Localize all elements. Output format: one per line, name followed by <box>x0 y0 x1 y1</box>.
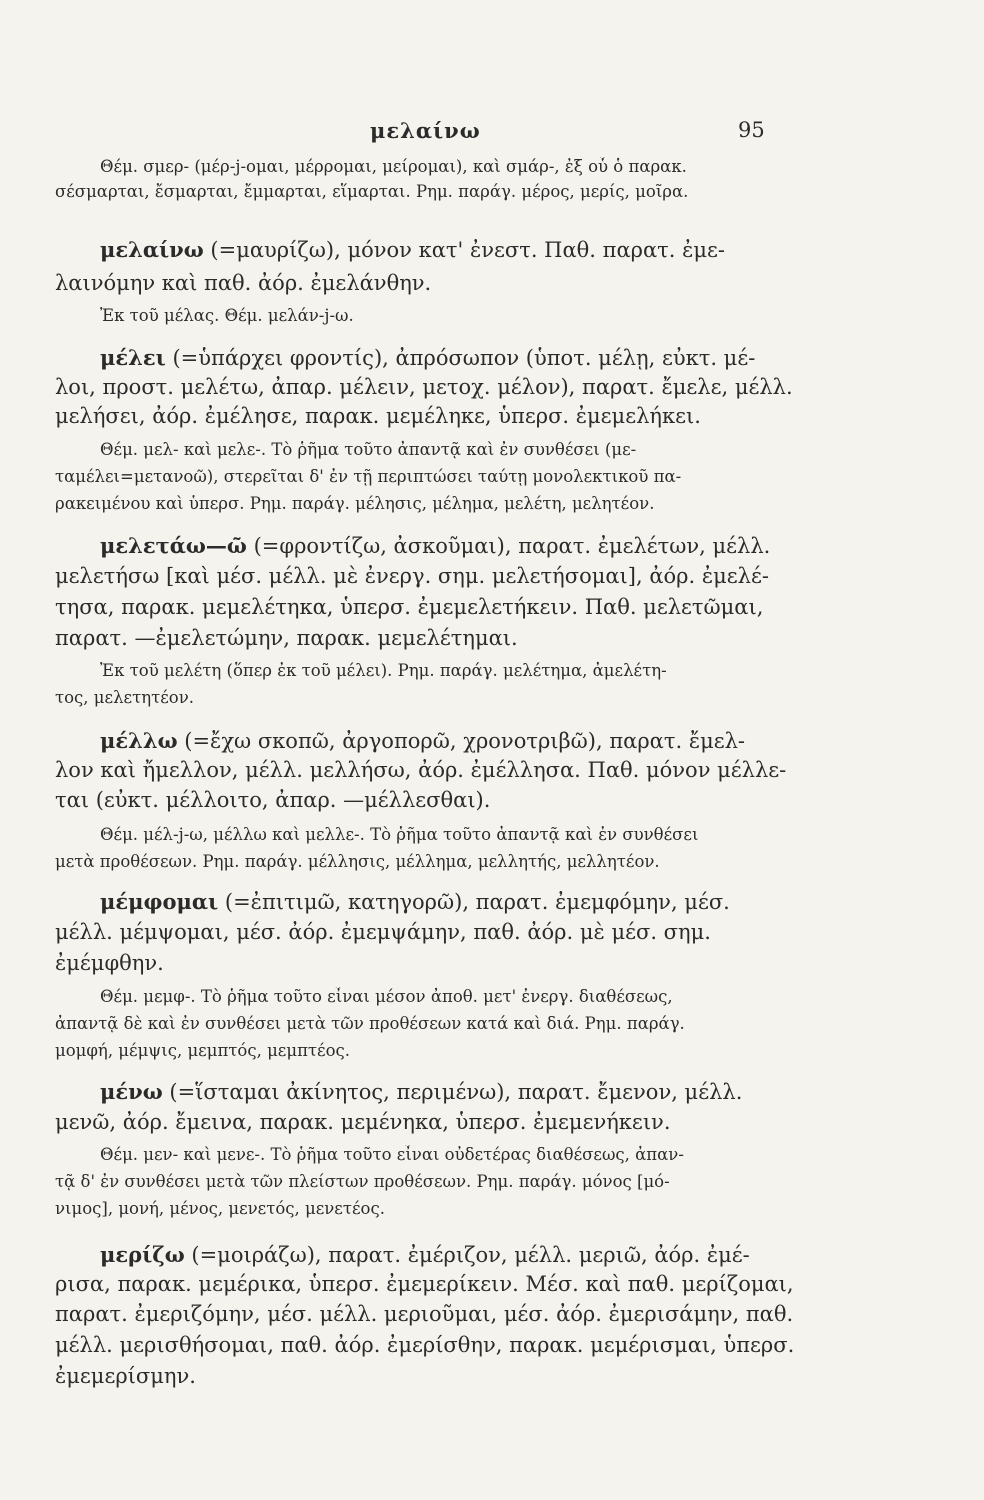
line-text: τησα, παρακ. μεμελέτηκα, ὑπερσ. ἐμεμελετήκειν. Παθ. μελετῶμαι, <box>55 595 764 619</box>
line-text: λαινόμην καὶ παθ. ἀόρ. ἐμελάνθην. <box>55 271 432 295</box>
line-text: παρατ. ἐμεριζόμην, μέσ. μέλλ. μεριοῦμαι, μέσ. ἀόρ. ἐμερισάμην, παθ. <box>55 1302 794 1326</box>
running-head: μελαίνω <box>370 118 481 143</box>
headword: μελαίνω <box>100 237 204 262</box>
line-text: ρισα, παρακ. μεμέρικα, ὑπερσ. ἐμεμερίκειν. Μέσ. καὶ παθ. μερίζομαι, <box>55 1272 794 1296</box>
line-text: (=φροντίζω, ἀσκοῦμαι), παρατ. ἐμελέτων, μέλλ. <box>246 534 771 558</box>
text-line <box>0 1145 984 1165</box>
line-text: μετὰ προθέσεων. Ρημ. παράγ. μέλλησις, μέλλημα, μελλητής, μελλητέον. <box>55 852 660 871</box>
headword: μέμφομαι <box>100 889 219 914</box>
line-text: Ἐκ τοῦ μέλας. Θέμ. μελάν-j-ω. <box>100 306 354 325</box>
line-text: (=μοιράζω), παρατ. ἐμέριζον, μέλλ. μεριῶ, ἀόρ. ἐμέ- <box>184 1243 750 1267</box>
text-line <box>0 1199 984 1219</box>
line-text: σέσμαρται, ἔσμαρται, ἔμμαρται, εἵμαρται. Ρημ. παράγ. μέρος, μερίς, μοῖρα. <box>55 182 689 201</box>
text-line <box>0 788 984 813</box>
headword: μελετάω—ῶ <box>100 533 247 558</box>
line-text: μέλλ. μερισθήσομαι, παθ. ἀόρ. ἐμερίσθην, παρακ. μεμέρισμαι, ὑπερσ. <box>55 1333 795 1357</box>
text-line <box>0 920 984 945</box>
line-text: μενῶ, ἀόρ. ἔμεινα, παρακ. μεμένηκα, ὑπερσ. ἐμεμενήκειν. <box>55 1110 671 1134</box>
text-line <box>0 626 984 651</box>
line-text: Θέμ. μελ- καὶ μελε-. Τὸ ῥῆμα τοῦτο ἀπαντᾷ καὶ ἐν συνθέσει (με- <box>100 440 637 459</box>
line-text: Θέμ. μεν- καὶ μενε-. Τὸ ῥῆμα τοῦτο εἶναι οὐδετέρας διαθέσεως, ἀπαν- <box>100 1145 684 1164</box>
line-text: λον καὶ ἤμελλον, μέλλ. μελλήσω, ἀόρ. ἐμέλλησα. Παθ. μόνον μέλλε- <box>55 758 787 782</box>
line-text: ἀπαντᾷ δὲ καὶ ἐν συνθέσει μετὰ τῶν προθέσεων κατά καὶ διά. Ρημ. παράγ. <box>55 1014 685 1033</box>
line-text: μομφή, μέμψις, μεμπτός, μεμπτέος. <box>55 1041 351 1060</box>
line-text: ταμέλει=μετανοῶ), στερεῖται δ' ἐν τῇ περιπτώσει ταύτῃ μονολεκτικοῦ πα- <box>55 467 682 486</box>
line-text: μελήσει, ἀόρ. ἐμέλησε, παρακ. μεμέληκε, ὑπερσ. ἐμεμελήκει. <box>55 404 701 428</box>
line-text: Θέμ. μέλ-j-ω, μέλλω καὶ μελλε-. Τὸ ῥῆμα τοῦτο ἀπαντᾷ καὶ ἐν συνθέσει <box>100 825 699 844</box>
line-text: Ἐκ τοῦ μελέτη (ὅπερ ἐκ τοῦ μέλει). Ρημ. παράγ. μελέτημα, ἀμελέτη- <box>100 661 667 680</box>
text-line <box>0 467 984 487</box>
text-line <box>0 1014 984 1034</box>
page-header <box>0 118 984 148</box>
text-line <box>0 375 984 400</box>
text-line <box>0 157 984 177</box>
text-line <box>0 564 984 589</box>
text-line <box>0 758 984 783</box>
text-line <box>0 404 984 429</box>
line-text: μελετήσω [καὶ μέσ. μέλλ. μὲ ἐνεργ. σημ. μελετήσομαι], ἀόρ. ἐμελέ- <box>55 564 769 588</box>
text-line <box>0 1110 984 1135</box>
text-line <box>0 306 984 326</box>
text-line <box>0 271 984 296</box>
headword: μέλλω <box>100 728 178 753</box>
line-text: μέλλ. μέμψομαι, μέσ. ἀόρ. ἐμεμψάμην, παθ. ἀόρ. μὲ μέσ. σημ. <box>55 920 711 944</box>
entry-head-line <box>0 1079 984 1105</box>
text-line <box>0 825 984 845</box>
text-line <box>0 1333 984 1358</box>
headword: μερίζω <box>100 1242 185 1267</box>
headword: μέλει <box>100 345 166 370</box>
text-line <box>0 440 984 460</box>
line-text: (=ἐπιτιμῶ, κατηγορῶ), παρατ. ἐμεμφόμην, μέσ. <box>218 890 730 914</box>
entry-head-line <box>0 345 984 371</box>
line-text: τος, μελετητέον. <box>55 688 194 707</box>
line-text: ται (εὐκτ. μέλλοιτο, ἀπαρ. —μέλλεσθαι). <box>55 788 491 812</box>
line-text: παρατ. —ἐμελετώμην, παρακ. μεμελέτημαι. <box>55 626 518 650</box>
text-line <box>0 1041 984 1061</box>
text-line <box>0 987 984 1007</box>
line-text: ἐμεμερίσμην. <box>55 1364 196 1388</box>
text-line <box>0 661 984 681</box>
text-line <box>0 494 984 514</box>
page-number: 95 <box>738 118 765 142</box>
text-line <box>0 852 984 872</box>
line-text: ρακειμένου καὶ ὑπερσ. Ρημ. παράγ. μέλησις, μέλημα, μελέτη, μελητέον. <box>55 494 655 513</box>
text-line <box>0 1364 984 1389</box>
entry-head-line <box>0 889 984 915</box>
entry-head-line <box>0 728 984 754</box>
line-text: Θέμ. σμερ- (μέρ-j-ομαι, μέρρομαι, μείρομαι), καὶ σμάρ-, ἐξ οὗ ὁ παρακ. <box>100 157 687 176</box>
line-text: ἐμέμφθην. <box>55 951 164 975</box>
text-line <box>0 182 984 202</box>
line-text: (=ἔχω σκοπῶ, ἀργοπορῶ, χρονοτριβῶ), παρατ. ἔμελ- <box>177 729 746 753</box>
line-text: (=μαυρίζω), μόνον κατ' ἐνεστ. Παθ. παρατ. ἐμε- <box>203 238 726 262</box>
text-line <box>0 688 984 708</box>
entry-head-line <box>0 237 984 263</box>
line-text: (=ὑπάρχει φροντίς), ἀπρόσωπον (ὑποτ. μέλῃ, εὐκτ. μέ- <box>165 346 756 370</box>
entry-head-line <box>0 533 984 559</box>
entry-head-line <box>0 1242 984 1268</box>
text-line <box>0 1272 984 1297</box>
line-text: νιμος], μονή, μένος, μενετός, μενετέος. <box>55 1199 385 1218</box>
line-text: Θέμ. μεμφ-. Τὸ ῥῆμα τοῦτο εἶναι μέσον ἀποθ. μετ' ἐνεργ. διαθέσεως, <box>100 987 673 1006</box>
line-text: λοι, προστ. μελέτω, ἀπαρ. μέλειν, μετοχ. μέλον), παρατ. ἔμελε, μέλλ. <box>55 375 793 399</box>
text-line <box>0 595 984 620</box>
text-line <box>0 1172 984 1192</box>
line-text: τᾷ δ' ἐν συνθέσει μετὰ τῶν πλείστων προθέσεων. Ρημ. παράγ. μόνος [μό- <box>55 1172 670 1191</box>
line-text: (=ἵσταμαι ἀκίνητος, περιμένω), παρατ. ἔμενον, μέλλ. <box>162 1080 743 1104</box>
headword: μένω <box>100 1079 163 1104</box>
text-line <box>0 1302 984 1327</box>
text-line <box>0 951 984 976</box>
